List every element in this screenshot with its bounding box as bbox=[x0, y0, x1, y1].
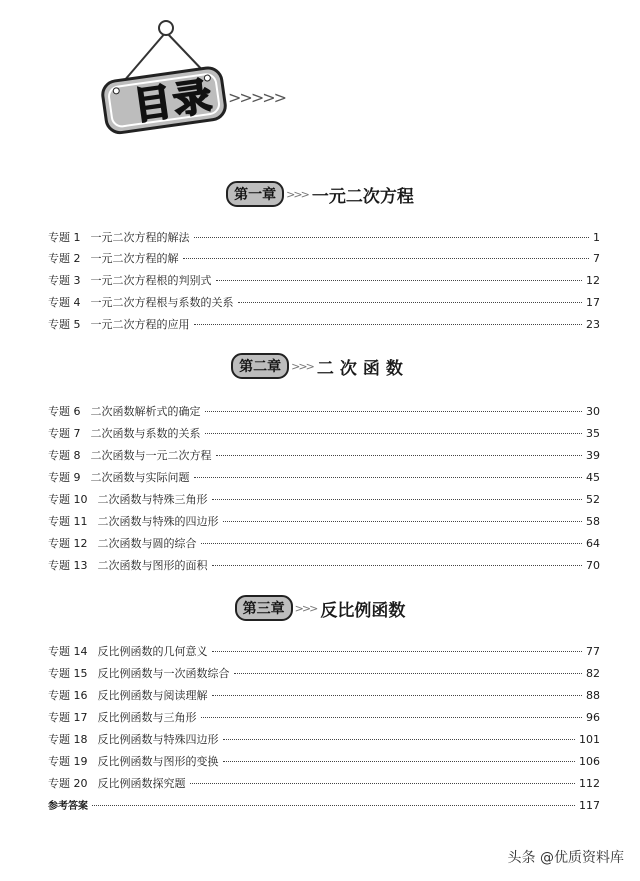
toc-page: 45 bbox=[586, 471, 600, 484]
toc-label: 专题 19 bbox=[48, 755, 88, 768]
toc-entry[interactable] bbox=[48, 643, 600, 661]
chapter-title: 二次函数 bbox=[316, 358, 409, 379]
toc-label: 专题 13 bbox=[48, 559, 88, 572]
toc-title: 反比例函数与图形的变换 bbox=[97, 755, 219, 768]
dot-leader bbox=[212, 565, 583, 566]
chapter-badge: 第一章 bbox=[226, 181, 284, 207]
decorative-chevrons: >>>>> bbox=[228, 88, 286, 107]
toc-title: 二次函数与一元二次方程 bbox=[90, 449, 212, 462]
toc-entry[interactable] bbox=[48, 403, 600, 421]
toc-title: 二次函数解析式的确定 bbox=[90, 405, 201, 418]
dot-leader bbox=[216, 280, 583, 281]
toc-entry[interactable] bbox=[48, 316, 600, 334]
toc-page: 112 bbox=[579, 777, 600, 790]
toc-label: 专题 15 bbox=[48, 667, 88, 680]
dot-leader bbox=[201, 717, 583, 718]
toc-page: 70 bbox=[586, 559, 600, 572]
toc-title: 一元二次方程的解法 bbox=[90, 231, 190, 244]
toc-entry[interactable] bbox=[48, 491, 600, 509]
toc-page: 106 bbox=[579, 755, 600, 768]
toc-label: 专题 12 bbox=[48, 537, 88, 550]
toc-page: 1 bbox=[593, 231, 600, 244]
header-sign bbox=[96, 10, 276, 140]
toc-title: 反比例函数与特殊四边形 bbox=[97, 733, 219, 746]
toc-entry[interactable] bbox=[48, 513, 600, 531]
chapter-heading-2 bbox=[0, 354, 640, 378]
watermark: 头条 @优质资料库 bbox=[507, 850, 624, 866]
toc-label: 专题 11 bbox=[48, 515, 88, 528]
toc-label: 专题 16 bbox=[48, 689, 88, 702]
toc-title: 二次函数与图形的面积 bbox=[97, 559, 208, 572]
toc-entry[interactable] bbox=[48, 709, 600, 727]
toc-title: 一元二次方程根的判别式 bbox=[90, 274, 212, 287]
toc-page: 101 bbox=[579, 733, 600, 746]
toc-page: 117 bbox=[579, 799, 600, 812]
toc-page: 82 bbox=[586, 667, 600, 680]
dot-leader bbox=[194, 324, 583, 325]
chapter-title: 反比例函数 bbox=[320, 600, 406, 621]
toc-label: 专题 7 bbox=[48, 427, 81, 440]
dot-leader bbox=[212, 499, 583, 500]
chapter-badge: 第二章 bbox=[231, 353, 289, 379]
toc-entry[interactable] bbox=[48, 447, 600, 465]
toc-entry[interactable] bbox=[48, 557, 600, 575]
toc-entry[interactable] bbox=[48, 272, 600, 290]
toc-entry[interactable] bbox=[48, 731, 600, 749]
toc-entry[interactable] bbox=[48, 425, 600, 443]
toc-entry[interactable] bbox=[48, 753, 600, 771]
chevron-icon: >>> bbox=[291, 359, 313, 373]
chapter-heading-1 bbox=[0, 182, 640, 206]
dot-leader bbox=[212, 651, 583, 652]
toc-label: 专题 17 bbox=[48, 711, 88, 724]
toc-title: 反比例函数与阅读理解 bbox=[97, 689, 208, 702]
toc-label: 专题 9 bbox=[48, 471, 81, 484]
dot-leader bbox=[216, 455, 583, 456]
toc-title: 反比例函数的几何意义 bbox=[97, 645, 208, 658]
toc-page: 35 bbox=[586, 427, 600, 440]
dot-leader bbox=[183, 258, 590, 259]
dot-leader bbox=[223, 761, 576, 762]
toc-page: 77 bbox=[586, 645, 600, 658]
toc-label: 专题 20 bbox=[48, 777, 88, 790]
toc-label: 专题 3 bbox=[48, 274, 81, 287]
chevron-icon: >>> bbox=[286, 187, 308, 201]
toc-title: 反比例函数探究题 bbox=[97, 777, 186, 790]
toc-page: 52 bbox=[586, 493, 600, 506]
toc-entry[interactable] bbox=[48, 229, 600, 247]
toc-entry[interactable] bbox=[48, 250, 600, 268]
toc-entry[interactable] bbox=[48, 665, 600, 683]
toc-label: 专题 18 bbox=[48, 733, 88, 746]
toc-title: 一元二次方程的解 bbox=[90, 252, 179, 265]
toc-label: 专题 10 bbox=[48, 493, 88, 506]
page-title: 目录 bbox=[130, 73, 217, 129]
dot-leader bbox=[201, 543, 583, 544]
dot-leader bbox=[212, 695, 583, 696]
dot-leader bbox=[194, 237, 590, 238]
toc-page: 7 bbox=[593, 252, 600, 265]
dot-leader bbox=[194, 477, 583, 478]
toc-entry[interactable] bbox=[48, 469, 600, 487]
toc-page: 12 bbox=[586, 274, 600, 287]
toc-label: 专题 14 bbox=[48, 645, 88, 658]
toc-page: 23 bbox=[586, 318, 600, 331]
toc-page: 30 bbox=[586, 405, 600, 418]
chapter-title: 一元二次方程 bbox=[311, 186, 414, 207]
toc-page: 17 bbox=[586, 296, 600, 309]
toc-title: 反比例函数与三角形 bbox=[97, 711, 197, 724]
dot-leader bbox=[190, 783, 576, 784]
dot-leader bbox=[205, 411, 583, 412]
toc-title: 二次函数与特殊的四边形 bbox=[97, 515, 219, 528]
toc-title: 二次函数与特殊三角形 bbox=[97, 493, 208, 506]
toc-page: 96 bbox=[586, 711, 600, 724]
dot-leader bbox=[223, 739, 576, 740]
toc-title: 反比例函数与一次函数综合 bbox=[97, 667, 230, 680]
toc-page: 88 bbox=[586, 689, 600, 702]
toc-title: 二次函数与圆的综合 bbox=[97, 537, 197, 550]
toc-page: 64 bbox=[586, 537, 600, 550]
toc-entry[interactable] bbox=[48, 294, 600, 312]
toc-title: 二次函数与系数的关系 bbox=[90, 427, 201, 440]
toc-entry-answers[interactable] bbox=[48, 797, 600, 815]
toc-page: 39 bbox=[586, 449, 600, 462]
toc-label: 专题 1 bbox=[48, 231, 81, 244]
toc-label: 专题 6 bbox=[48, 405, 81, 418]
toc-label: 专题 8 bbox=[48, 449, 81, 462]
toc-label: 参考答案 bbox=[48, 801, 88, 812]
toc-title: 一元二次方程的应用 bbox=[90, 318, 190, 331]
toc-label: 专题 5 bbox=[48, 318, 81, 331]
dot-leader bbox=[205, 433, 583, 434]
dot-leader bbox=[238, 302, 583, 303]
chevron-icon: >>> bbox=[294, 601, 317, 615]
toc-page: 58 bbox=[586, 515, 600, 528]
chapter-badge: 第三章 bbox=[235, 595, 293, 621]
toc-entry[interactable] bbox=[48, 687, 600, 705]
dot-leader bbox=[223, 521, 583, 522]
toc-label: 专题 4 bbox=[48, 296, 81, 309]
dot-leader bbox=[234, 673, 583, 674]
toc-entry[interactable] bbox=[48, 775, 600, 793]
toc-title: 二次函数与实际问题 bbox=[90, 471, 190, 484]
chapter-heading-3 bbox=[0, 596, 640, 620]
toc-title: 一元二次方程根与系数的关系 bbox=[90, 296, 234, 309]
toc-entry[interactable] bbox=[48, 535, 600, 553]
dot-leader bbox=[92, 805, 575, 806]
toc-label: 专题 2 bbox=[48, 252, 81, 265]
